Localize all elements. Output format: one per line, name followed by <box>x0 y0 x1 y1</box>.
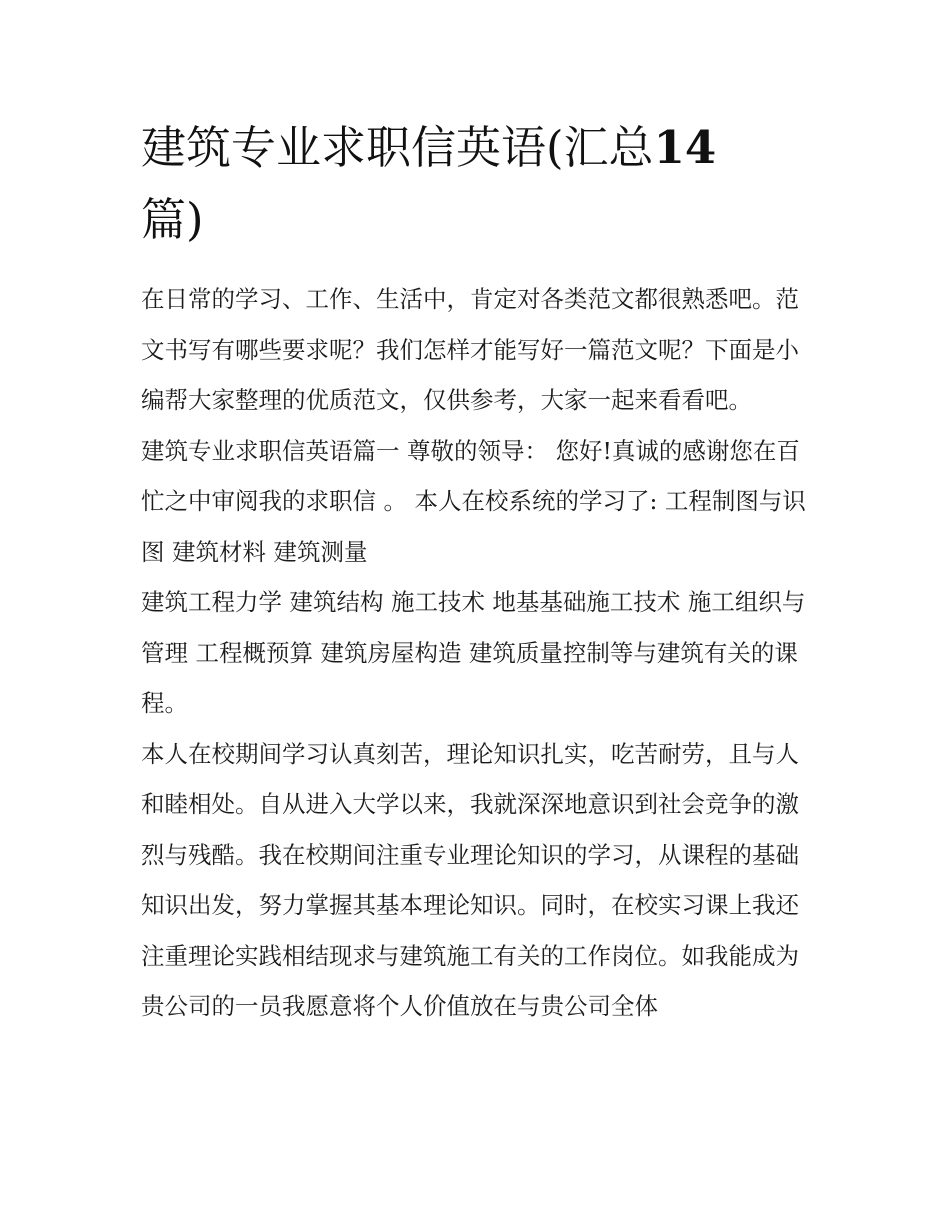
document-body <box>141 274 816 1032</box>
title-line1-number: 14 <box>653 121 717 174</box>
title-line2: 篇) <box>141 193 204 246</box>
paragraph-letter-opening: 建筑专业求职信英语篇一 尊敬的领导： 您好!真诚的感谢您在百忙之中审阅我的求职信 。 本人在校系统的学习了: 工程制图与识图 建筑材料 建筑测量 <box>141 436 806 566</box>
document-content <box>141 112 816 1032</box>
document-title <box>141 112 816 256</box>
title-line1-text: 建筑专业求职信英语(汇总 <box>141 121 654 174</box>
paragraph-self-description: 本人在校期间学习认真刻苦，理论知识扎实，吃苦耐劳，且与人和睦相处。自从进入大学以来，我就深深地意识到社会竞争的激烈与残酷。我在校期间注重专业理论知识的学习，从课程的基础知识出发，努力掌握其基本理论知识。同时，在校实习课上我还注重理论实践相结现求与建筑施工有关的工作岗位。如我能成为贵公司的一员我愿意将个人价值放在与贵公司全体 <box>141 739 799 1020</box>
paragraph-courses: 建筑工程力学 建筑结构 施工技术 地基基础施工技术 施工组织与管理 工程概预算 建筑房屋构造 建筑质量控制等与建筑有关的课程。 <box>141 588 806 717</box>
paragraph-intro: 在日常的学习、工作、生活中，肯定对各类范文都很熟悉吧。范文书写有哪些要求呢？我们怎样才能写好一篇范文呢？下面是小编帮大家整理的优质范文，仅供参考，大家一起来看看吧。 <box>141 285 799 414</box>
